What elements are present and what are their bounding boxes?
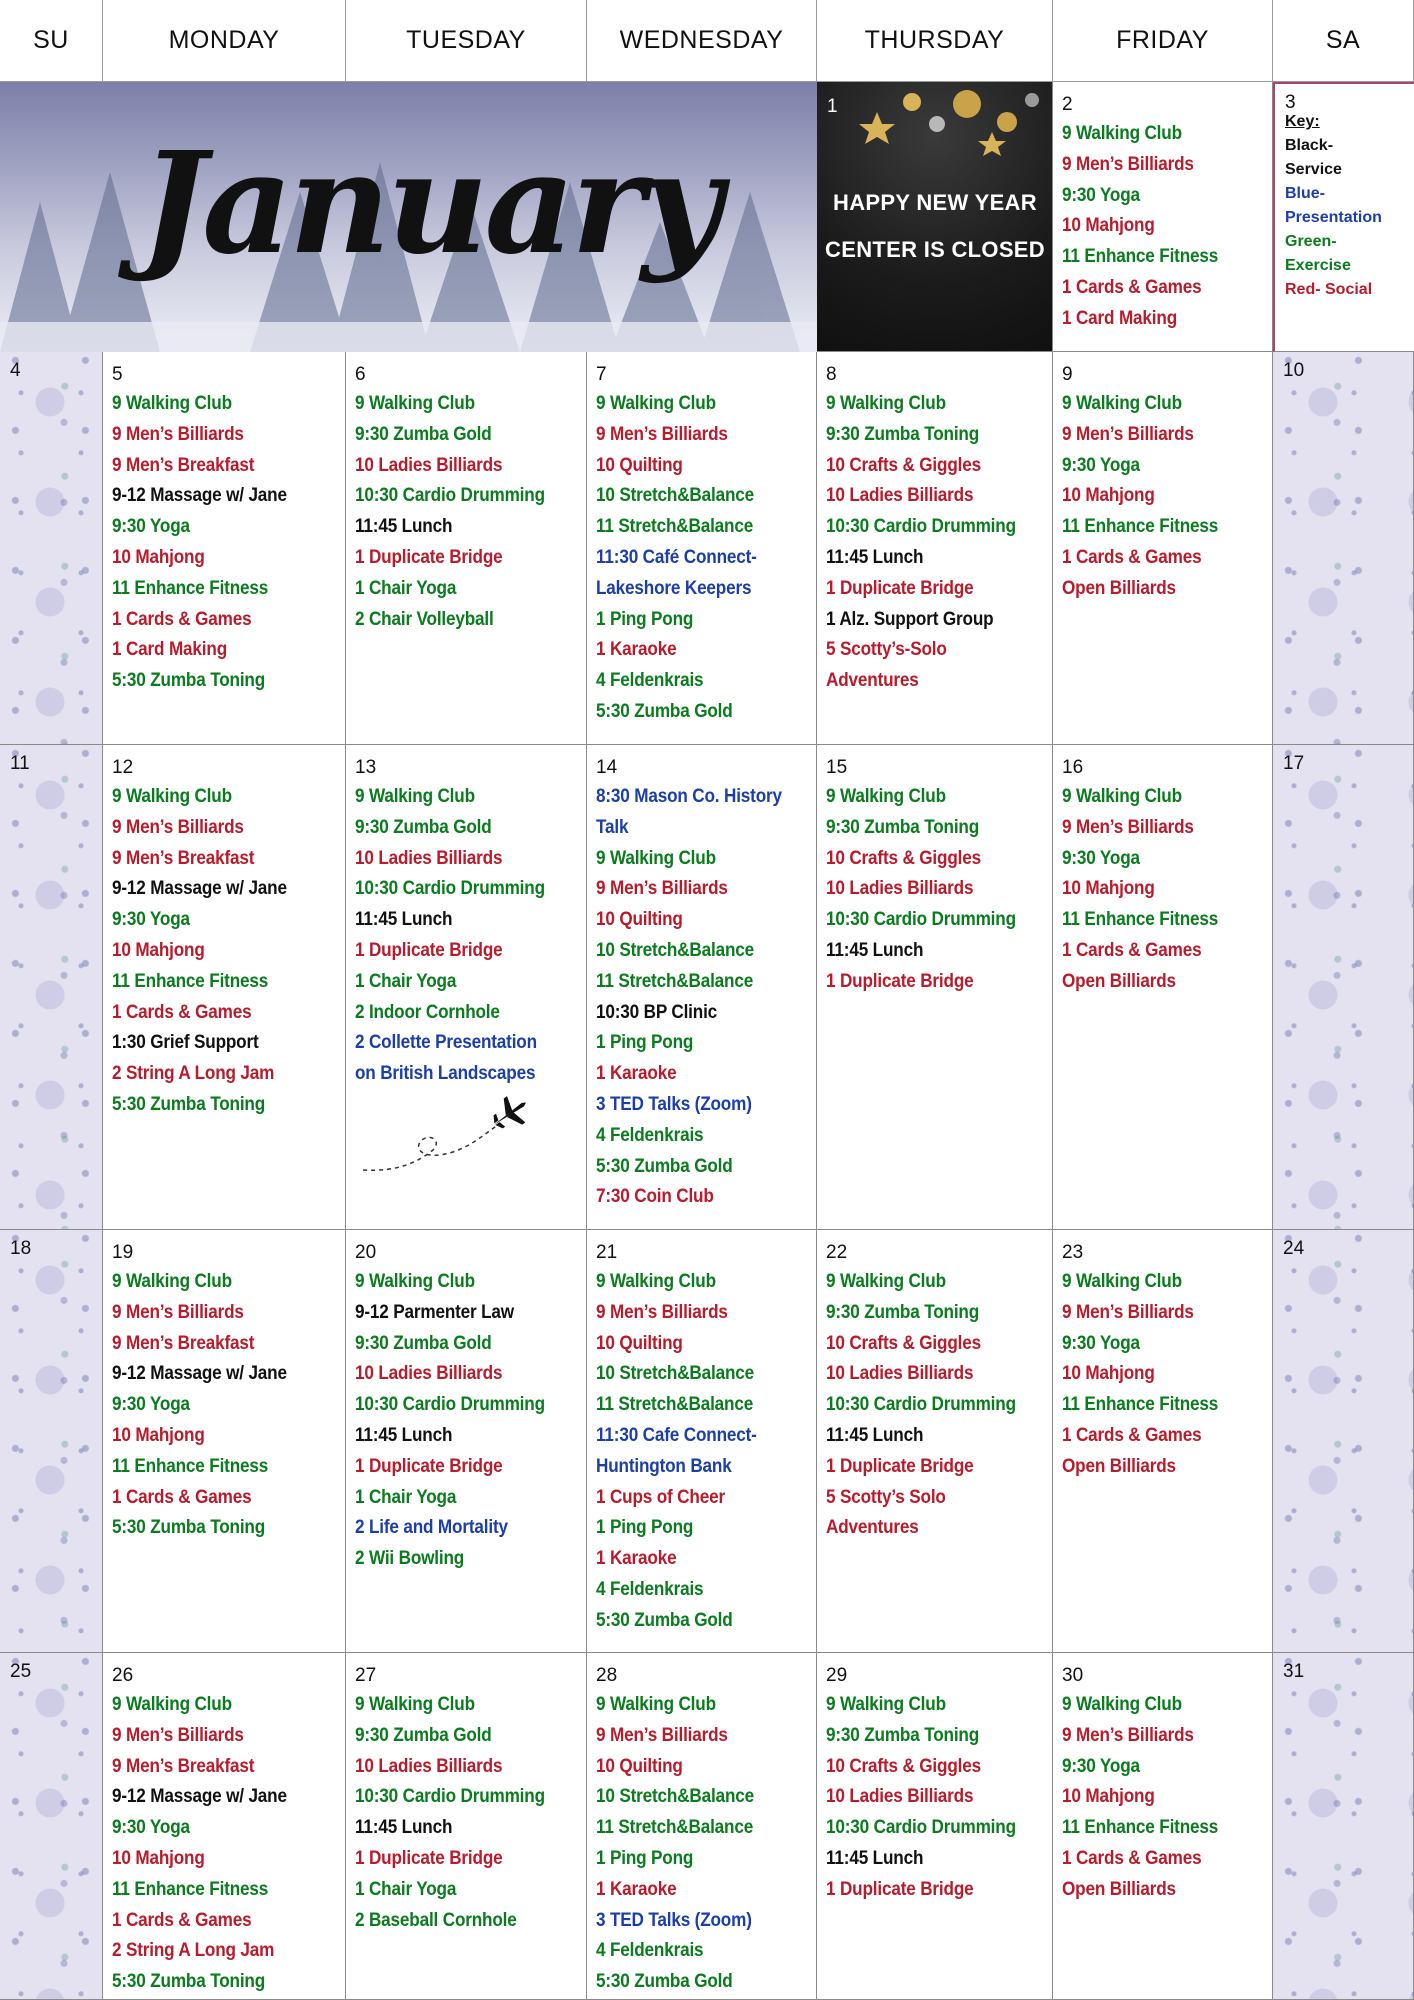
event-item: 10 Ladies Billiards [355,846,503,869]
day-cell-26 [103,1653,346,2000]
event-item: Adventures [826,669,919,692]
event-item: 11 Stretch&Balance [596,515,754,538]
event-item: 9:30 Zumba Toning [826,1723,980,1746]
key-legend-cell [1273,82,1414,352]
event-item: 7:30 Coin Club [596,1185,714,1208]
event-item: 9:30 Zumba Gold [355,1331,492,1354]
event-item: 3 TED Talks (Zoom) [596,1908,752,1931]
event-item: 9:30 Yoga [1062,183,1140,206]
event-item: 5 Scotty’s-Solo [826,638,947,661]
event-item: 1 Karaoke [596,1547,677,1570]
airplane-icon [358,1090,538,1180]
day-cell-18 [0,1230,103,1653]
event-item: 1 Cards & Games [112,607,252,630]
event-item: Open Billiards [1062,576,1176,599]
weekday-header-friday: FRIDAY [1053,0,1273,82]
event-item: 9:30 Yoga [112,1393,190,1416]
event-item: 11 Stretch&Balance [596,1393,754,1416]
event-item: 1 Duplicate Bridge [355,938,503,961]
event-item: 10 Mahjong [1062,1362,1155,1385]
event-item: 10:30 Cardio Drumming [355,1785,545,1808]
holiday-cell [817,82,1053,352]
event-item: 1 Chair Yoga [355,1485,457,1508]
event-item: 9 Men’s Billiards [112,1300,244,1323]
event-item: 9 Walking Club [596,392,716,414]
day-cell-27 [346,1653,587,2000]
key-items [1285,134,1414,302]
event-item: 9 Walking Club [112,785,232,807]
day-cell-31 [1273,1653,1414,2000]
event-item: 2 String A Long Jam [112,1062,275,1085]
event-item: 9 Men’s Breakfast [112,1331,255,1354]
day-number: 28 [596,1665,618,1686]
event-item: 9 Walking Club [1062,1693,1182,1715]
event-item: 9 Walking Club [596,1693,716,1715]
event-item: 10 Ladies Billiards [355,453,503,476]
event-item: Open Billiards [1062,969,1176,992]
day-number: 19 [112,1242,134,1263]
event-item: 1 Karaoke [596,1062,677,1085]
event-item: 1 Duplicate Bridge [826,1454,974,1477]
event-item: 11 Enhance Fitness [112,1454,269,1477]
event-item: 9-12 Massage w/ Jane [112,877,287,900]
event-item: 1 Cups of Cheer [596,1485,725,1508]
event-item: 11:45 Lunch [826,1423,924,1446]
event-item: 9 Men’s Billiards [1062,1300,1194,1323]
event-item: 5:30 Zumba Gold [596,1154,733,1177]
event-item: 9:30 Yoga [112,1816,190,1839]
event-item: 9 Walking Club [112,1270,232,1292]
event-item: 9 Walking Club [826,1270,946,1292]
day-number: 23 [1062,1242,1084,1263]
event-item: 1 Ping Pong [596,607,694,630]
day-number: 24 [1283,1238,1305,1259]
event-item: 1 Ping Pong [596,1031,694,1054]
event-item: 2 Baseball Cornhole [355,1908,517,1931]
event-item: 10 Crafts & Giggles [826,453,981,476]
event-item: 11 Enhance Fitness [1062,515,1219,538]
ornaments-image [817,82,1053,162]
event-item: 2 String A Long Jam [112,1939,275,1962]
event-item: 1:30 Grief Support [112,1031,259,1054]
day-number: 22 [826,1242,848,1263]
event-item: 9 Walking Club [826,392,946,414]
key-item: Red- Social [1285,281,1373,298]
event-item: 9 Men’s Billiards [112,422,244,445]
day-cell-24 [1273,1230,1414,1653]
day-number: 12 [112,757,134,778]
day-number: 2 [1062,94,1073,115]
day-cell-29 [817,1653,1053,2000]
day-cell-10 [1273,352,1414,745]
event-item: 1 Ping Pong [596,1846,694,1869]
event-item: 1 Chair Yoga [355,969,457,992]
event-item: Talk [596,815,629,838]
event-item: 9:30 Yoga [112,908,190,931]
event-item: 1 Card Making [1062,306,1178,329]
event-item: 10 Mahjong [1062,877,1155,900]
day-cell-28 [587,1653,817,2000]
weekday-header-monday: MONDAY [103,0,346,82]
day-number: 6 [355,364,366,385]
weekday-header-thursday: THURSDAY [817,0,1053,82]
event-item: 9 Men’s Breakfast [112,453,255,476]
event-item: 11:45 Lunch [355,1816,453,1839]
day-cell-13 [346,745,587,1230]
event-item: 1 Alz. Support Group [826,607,994,630]
event-item: 9 Men’s Billiards [112,815,244,838]
event-item: 1 Cards & Games [1062,1423,1202,1446]
day-number: 20 [355,1242,377,1263]
day-number: 7 [596,364,607,385]
event-item: 10 Ladies Billiards [826,484,974,507]
event-item: 10 Crafts & Giggles [826,1754,981,1777]
day-cell-22 [817,1230,1053,1653]
event-item: 9 Men’s Breakfast [112,846,255,869]
event-item: 9 Men’s Billiards [112,1723,244,1746]
event-item: 4 Feldenkrais [596,669,704,692]
event-item: 2 Chair Volleyball [355,607,494,630]
event-item: 10 Ladies Billiards [355,1754,503,1777]
event-item: 1 Card Making [112,638,228,661]
event-item: 5:30 Zumba Toning [112,1970,266,1993]
event-item: 10:30 Cardio Drumming [826,1816,1016,1839]
event-item: 3 TED Talks (Zoom) [596,1092,752,1115]
day-number: 1 [827,96,838,117]
event-item: 9:30 Zumba Toning [826,1300,980,1323]
event-item: 9 Walking Club [826,1693,946,1715]
event-item: 11:45 Lunch [826,938,924,961]
event-item: 9:30 Zumba Toning [826,815,980,838]
event-item: 1 Cards & Games [1062,545,1202,568]
event-item: 11 Enhance Fitness [112,1877,269,1900]
event-item: 1 Cards & Games [1062,275,1202,298]
event-item: 5:30 Zumba Toning [112,669,266,692]
event-item: 1 Duplicate Bridge [355,1454,503,1477]
event-item: 11 Enhance Fitness [1062,908,1219,931]
event-item: 5:30 Zumba Gold [596,699,733,722]
event-item: 10:30 Cardio Drumming [826,908,1016,931]
event-item: 4 Feldenkrais [596,1939,704,1962]
event-item: 1 Duplicate Bridge [826,1877,974,1900]
day-number: 26 [112,1665,134,1686]
event-item: on British Landscapes [355,1062,536,1085]
event-item: 10 Stretch&Balance [596,1362,755,1385]
event-item: 10:30 Cardio Drumming [355,877,545,900]
key-item: Service [1285,161,1342,178]
event-item: Lakeshore Keepers [596,576,752,599]
event-item: 11:30 Café Connect- [596,545,757,568]
event-item: 10:30 Cardio Drumming [355,484,545,507]
event-item: 9 Walking Club [826,785,946,807]
holiday-line-2: CENTER IS CLOSED [825,237,1045,262]
event-item: 10 Mahjong [112,1846,205,1869]
day-number: 4 [10,360,21,381]
day-cell-12 [103,745,346,1230]
event-item: 9 Walking Club [355,392,475,414]
event-item: 11 Enhance Fitness [112,969,269,992]
event-item: 1 Chair Yoga [355,576,457,599]
event-item: 9 Men’s Billiards [596,422,728,445]
event-item: 9:30 Yoga [1062,1754,1140,1777]
event-item: 10:30 Cardio Drumming [826,1393,1016,1416]
event-item: 11 Stretch&Balance [596,969,754,992]
day-cell-30 [1053,1653,1273,2000]
event-item: 9 Men’s Billiards [596,1300,728,1323]
event-item: 9 Walking Club [1062,122,1182,144]
day-number: 31 [1283,1661,1305,1682]
event-item: Open Billiards [1062,1877,1176,1900]
event-item: 5:30 Zumba Toning [112,1516,266,1539]
day-number: 29 [826,1665,848,1686]
event-item: 9 Walking Club [596,846,716,869]
event-item: 1 Duplicate Bridge [826,969,974,992]
event-item: Open Billiards [1062,1454,1176,1477]
event-item: 10:30 Cardio Drumming [355,1393,545,1416]
event-item: 9:30 Yoga [1062,453,1140,476]
day-cell-20 [346,1230,587,1653]
event-item: 9 Walking Club [355,1270,475,1292]
day-number: 5 [112,364,123,385]
event-item: 4 Feldenkrais [596,1577,704,1600]
event-item: 1 Cards & Games [1062,938,1202,961]
event-item: 9:30 Yoga [1062,846,1140,869]
key-item: Green- [1285,233,1337,250]
event-item: 9 Men’s Breakfast [112,1754,255,1777]
day-cell-11 [0,745,103,1230]
event-item: 1 Karaoke [596,638,677,661]
event-item: 10 Quilting [596,1331,683,1354]
event-item: 9 Men’s Billiards [1062,815,1194,838]
day-number: 11 [10,753,30,774]
event-item: 5 Scotty’s Solo [826,1485,946,1508]
day-cell-19 [103,1230,346,1653]
day-cell-14 [587,745,817,1230]
weekday-header-sa: SA [1273,0,1414,82]
event-item: 9:30 Zumba Gold [355,1723,492,1746]
event-item: 9 Walking Club [596,1270,716,1292]
event-item: 11 Enhance Fitness [1062,1393,1219,1416]
day-cell-17 [1273,745,1414,1230]
event-item: 9-12 Parmenter Law [355,1300,514,1323]
weekday-header-su: SU [0,0,103,82]
event-item: 9-12 Massage w/ Jane [112,484,287,507]
event-item: 11 Enhance Fitness [1062,245,1219,268]
day-number: 14 [596,757,618,778]
day-number: 16 [1062,757,1084,778]
event-item: 10 Quilting [596,1754,683,1777]
event-item: 9:30 Zumba Gold [355,422,492,445]
event-item: 9 Walking Club [1062,392,1182,414]
day-number: 21 [596,1242,618,1263]
day-cell-4 [0,352,103,745]
day-cell-2 [1053,82,1273,352]
event-item: 10 Mahjong [1062,214,1155,237]
event-item: Huntington Bank [596,1454,732,1477]
event-item: 10 Mahjong [1062,484,1155,507]
event-item: 10 Mahjong [112,1423,205,1446]
event-item: 1 Cards & Games [112,1485,252,1508]
day-number: 13 [355,757,377,778]
event-item: 1 Duplicate Bridge [355,545,503,568]
event-item: 10 Stretch&Balance [596,938,755,961]
event-item: 2 Life and Mortality [355,1516,508,1539]
event-item: 10:30 Cardio Drumming [826,515,1016,538]
event-item: 9 Men’s Billiards [1062,1723,1194,1746]
event-item: 1 Cards & Games [1062,1846,1202,1869]
event-item: 9:30 Zumba Gold [355,815,492,838]
event-item: 11:45 Lunch [826,545,924,568]
event-item: 11 Stretch&Balance [596,1816,754,1839]
event-item: 11:45 Lunch [355,515,453,538]
event-item: 11:30 Cafe Connect- [596,1423,757,1446]
day-number: 30 [1062,1665,1084,1686]
event-item: 10 Quilting [596,908,683,931]
event-item: 5:30 Zumba Gold [596,1970,733,1993]
event-item: 9-12 Massage w/ Jane [112,1785,287,1808]
day-cell-25 [0,1653,103,2000]
event-item: 2 Indoor Cornhole [355,1000,500,1023]
day-number: 18 [10,1238,32,1259]
event-item: 10 Mahjong [112,938,205,961]
day-number: 27 [355,1665,377,1686]
day-number: 9 [1062,364,1073,385]
event-item: 11:45 Lunch [826,1846,924,1869]
weekday-header-tuesday: TUESDAY [346,0,587,82]
event-item: 10 Crafts & Giggles [826,846,981,869]
key-item: Exercise [1285,257,1351,274]
day-cell-23 [1053,1230,1273,1653]
event-item: 1 Karaoke [596,1877,677,1900]
holiday-line-1: HAPPY NEW YEAR [833,190,1037,215]
event-item: 10 Stretch&Balance [596,1785,755,1808]
event-item: 9 Walking Club [1062,1270,1182,1292]
event-item: 9-12 Massage w/ Jane [112,1362,287,1385]
event-item: 10 Mahjong [112,545,205,568]
event-item: 1 Duplicate Bridge [355,1846,503,1869]
day-cell-7 [587,352,817,745]
event-item: 9 Walking Club [355,785,475,807]
event-item: 1 Ping Pong [596,1516,694,1539]
day-cell-6 [346,352,587,745]
event-item: 1 Duplicate Bridge [826,576,974,599]
event-item: 10:30 BP Clinic [596,1000,718,1023]
event-item: 11:45 Lunch [355,908,453,931]
key-item: Presentation [1285,209,1382,226]
event-item: 9 Walking Club [1062,785,1182,807]
day-cell-15 [817,745,1053,1230]
day-cell-9 [1053,352,1273,745]
month-banner [0,82,818,353]
event-item: 1 Chair Yoga [355,1877,457,1900]
event-item: 2 Wii Bowling [355,1547,465,1570]
event-item: 9 Walking Club [112,392,232,414]
day-number: 17 [1283,753,1305,774]
day-cell-5 [103,352,346,745]
event-item: 10 Crafts & Giggles [826,1331,981,1354]
event-item: 10 Mahjong [1062,1785,1155,1808]
day-cell-21 [587,1230,817,1653]
event-item: 9:30 Zumba Toning [826,422,980,445]
event-item: 5:30 Zumba Toning [112,1092,266,1115]
event-item: 10 Ladies Billiards [826,1785,974,1808]
event-item: 11 Enhance Fitness [112,576,269,599]
event-item: 9 Walking Club [112,1693,232,1715]
event-item: 4 Feldenkrais [596,1123,704,1146]
event-item: 9 Men’s Billiards [1062,152,1194,175]
day-number: 8 [826,364,837,385]
event-item: 8:30 Mason Co. History [596,785,782,807]
day-number: 15 [826,757,848,778]
event-item: 9 Walking Club [355,1693,475,1715]
event-item: 1 Cards & Games [112,1000,252,1023]
key-item: Blue- [1285,185,1325,202]
event-item: 9:30 Yoga [112,515,190,538]
day-cell-8 [817,352,1053,745]
event-item: 10 Stretch&Balance [596,484,755,507]
key-item: Black- [1285,137,1334,154]
day-number: 10 [1283,360,1305,381]
event-item: 11:45 Lunch [355,1423,453,1446]
day-number: 3 [1285,92,1296,113]
event-item: 10 Ladies Billiards [826,877,974,900]
day-cell-16 [1053,745,1273,1230]
month-title: January [140,122,719,286]
event-item: 9 Men’s Billiards [1062,422,1194,445]
event-item: 1 Cards & Games [112,1908,252,1931]
event-item: 9 Men’s Billiards [596,877,728,900]
event-item: 5:30 Zumba Gold [596,1608,733,1631]
event-item: Adventures [826,1516,919,1539]
key-title: Key: [1285,113,1320,130]
event-item: 2 Collette Presentation [355,1031,537,1054]
event-item: 10 Ladies Billiards [355,1362,503,1385]
day-number: 25 [10,1661,32,1682]
event-item: 10 Ladies Billiards [826,1362,974,1385]
event-item: 10 Quilting [596,453,683,476]
event-item: 11 Enhance Fitness [1062,1816,1219,1839]
event-item: 9 Men’s Billiards [596,1723,728,1746]
weekday-header-wednesday: WEDNESDAY [587,0,817,82]
event-item: 9:30 Yoga [1062,1331,1140,1354]
